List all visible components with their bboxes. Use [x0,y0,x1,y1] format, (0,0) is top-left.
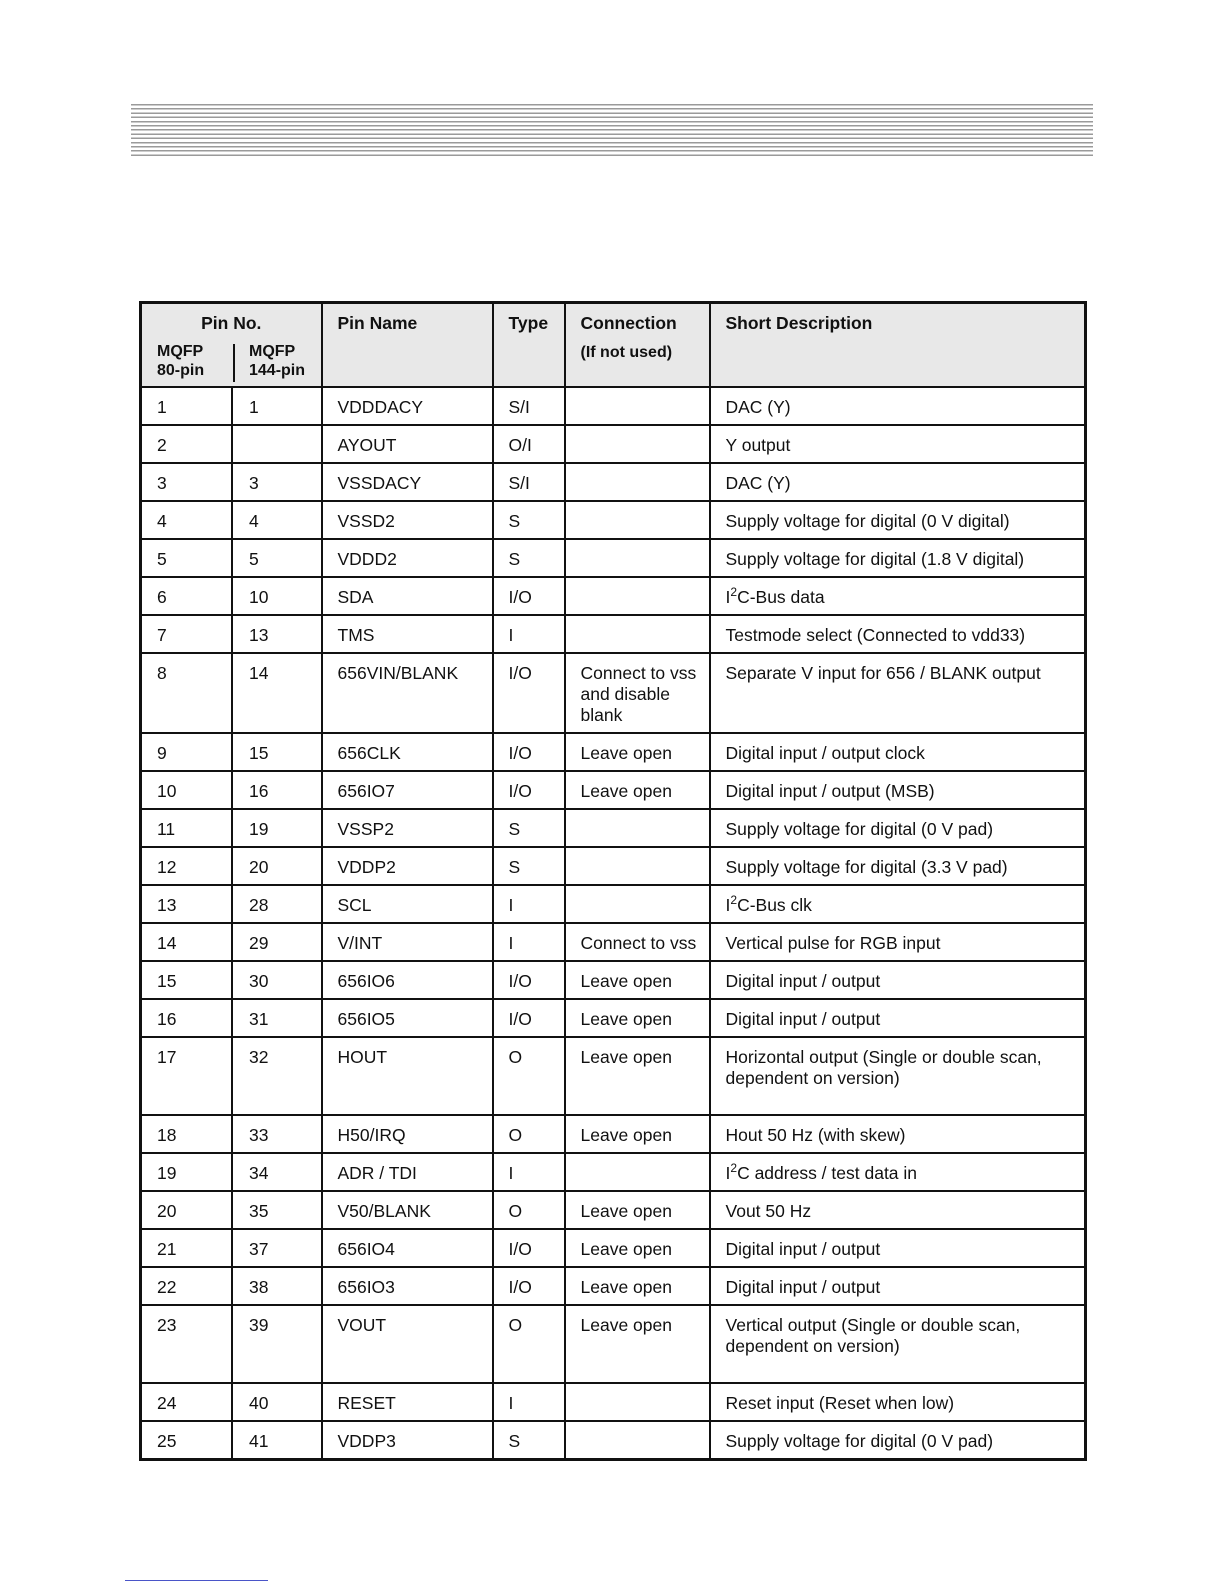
description-text: Vout 50 Hz [725,1201,812,1221]
pin-name-cell: VSSD2 [322,501,493,539]
connection-cell: Leave open [565,771,710,809]
pin-name-cell: VDDDACY [322,387,493,425]
table-row [141,999,1086,1037]
connection-cell: Leave open [565,961,710,999]
connection-cell: Connect to vss and disable blank [565,653,710,733]
description-text: Digital input / output (MSB) [725,781,935,801]
pin-no-cell [141,653,322,733]
pin-name-cell: HOUT [322,1037,493,1115]
pin-no-cell [141,1305,322,1383]
description-text: Supply voltage for digital (0 V pad) [725,1431,994,1451]
description-cell [710,425,1086,463]
pin-no-cell [141,615,322,653]
description-superscript: 2 [730,893,738,908]
pin-divider [231,923,233,961]
description-cell [710,539,1086,577]
pin-divider [231,847,233,885]
pin-144: 15 [249,743,269,763]
pin-no-cell [141,771,322,809]
table-row [141,771,1086,809]
pin-no-cell [141,387,322,425]
pin-name-cell: ADR / TDI [322,1153,493,1191]
pin-name-cell: H50/IRQ [322,1115,493,1153]
description-text: C address / test data in [737,1163,918,1183]
pin-no-cell [141,733,322,771]
pin-no-cell [141,923,322,961]
description-text: Supply voltage for digital (3.3 V pad) [725,857,1008,877]
connection-cell [565,501,710,539]
description-text: Hout 50 Hz (with skew) [725,1125,906,1145]
description-cell [710,463,1086,501]
pin-80: 16 [157,1009,177,1029]
connection-title: Connection [580,313,677,333]
table-row [141,1267,1086,1305]
pin-no-cell [141,463,322,501]
pin-144: 39 [249,1315,269,1335]
description-cell [710,999,1086,1037]
pin-no-cell [141,809,322,847]
pin-144: 13 [249,625,269,645]
mqfp144-header: MQFP 144-pin [249,343,306,379]
pin-no-cell [141,961,322,999]
table-row [141,847,1086,885]
table-row [141,387,1086,425]
description-text: Supply voltage for digital (0 V pad) [725,819,994,839]
pin-144: 5 [249,549,259,569]
table-row [141,1115,1086,1153]
pin-80: 18 [157,1125,177,1145]
pin-80: 13 [157,895,177,915]
connection-cell: Leave open [565,1037,710,1115]
connection-cell [565,425,710,463]
table-row [141,463,1086,501]
pin-144: 1 [249,397,259,417]
pin-80: 24 [157,1393,177,1413]
description-cell [710,1153,1086,1191]
pin-80: 6 [157,587,167,607]
pin-name-cell: 656VIN/BLANK [322,653,493,733]
pin-144: 30 [249,971,269,991]
table-row [141,1037,1086,1115]
description-cell [710,1421,1086,1459]
pin-divider [231,1229,233,1267]
pin-144: 28 [249,895,269,915]
pin-divider [231,1153,233,1191]
pin-144: 16 [249,781,269,801]
connection-cell [565,1153,710,1191]
pin-divider [231,463,233,501]
pin-no-divider [233,344,235,382]
pin-80: 22 [157,1277,177,1297]
connection-cell: Leave open [565,1115,710,1153]
type-cell: S/I [493,463,565,501]
pin-divider [231,539,233,577]
type-cell: I/O [493,1229,565,1267]
description-cell [710,961,1086,999]
pin-name-cell: VOUT [322,1305,493,1383]
pin-name-cell: V/INT [322,923,493,961]
pin-no-cell [141,847,322,885]
pin-144: 3 [249,473,259,493]
pin-80: 3 [157,473,167,493]
pin-divider [231,387,233,425]
table-header-row [141,303,1086,388]
pin-no-cell [141,1153,322,1191]
pin-no-cell [141,999,322,1037]
table-row [141,1383,1086,1421]
pin-name-cell: SCL [322,885,493,923]
table-row [141,653,1086,733]
description-cell [710,885,1086,923]
description-text: Testmode select (Connected to vdd33) [725,625,1026,645]
table-row [141,885,1086,923]
pin-144: 34 [249,1163,269,1183]
pin-divider [231,615,233,653]
description-text: Supply voltage for digital (1.8 V digital) [725,549,1025,569]
pin-divider [231,1383,233,1421]
pin-80: 14 [157,933,177,953]
header-rule-lines [131,104,1093,158]
type-cell: O/I [493,425,565,463]
description-cell [710,1115,1086,1153]
description-text: Digital input / output [725,1009,881,1029]
pin-name-cell: VDDP3 [322,1421,493,1459]
connection-cell: Leave open [565,1229,710,1267]
type-cell: I [493,885,565,923]
pin-no-cell [141,1229,322,1267]
pin-name-cell: VSSP2 [322,809,493,847]
table-row [141,425,1086,463]
pin-name-cell: 656IO3 [322,1267,493,1305]
pin-144: 33 [249,1125,269,1145]
description-cell [710,771,1086,809]
pin-80: 11 [157,819,176,839]
pin-144: 35 [249,1201,269,1221]
mqfp80-header: MQFP 80-pin [157,343,205,379]
connection-cell: Leave open [565,1267,710,1305]
type-cell: O [493,1305,565,1383]
pin-80: 4 [157,511,167,531]
pin-80: 25 [157,1431,177,1451]
pin-80: 5 [157,549,167,569]
pin-no-header [141,303,322,388]
pin-divider [231,1115,233,1153]
type-cell: I/O [493,961,565,999]
pin-80: 1 [157,397,167,417]
pin-no-cell [141,1037,322,1115]
pin-no-cell [141,1383,322,1421]
description-text: Supply voltage for digital (0 V digital) [725,511,1010,531]
pin-80: 17 [157,1047,177,1067]
type-cell: O [493,1115,565,1153]
description-cell [710,615,1086,653]
pin-name-cell: 656IO6 [322,961,493,999]
connection-cell: Leave open [565,999,710,1037]
description-cell [710,1383,1086,1421]
pin-no-cell [141,539,322,577]
pin-name-cell: AYOUT [322,425,493,463]
connection-cell [565,387,710,425]
pin-name-cell: 656IO4 [322,1229,493,1267]
table-row [141,733,1086,771]
pin-80: 19 [157,1163,177,1183]
pin-divider [231,1421,233,1459]
description-header: Short Description [710,303,1086,388]
description-text: Digital input / output [725,1277,881,1297]
table-row [141,923,1086,961]
table-row [141,1421,1086,1459]
pin-80: 15 [157,971,177,991]
type-cell: I/O [493,771,565,809]
pin-80: 2 [157,435,167,455]
pin-divider [231,733,233,771]
description-text: DAC (Y) [725,397,791,417]
type-cell: I [493,1383,565,1421]
description-text: Digital input / output clock [725,743,925,763]
connection-cell: Leave open [565,1191,710,1229]
bottom-link-underline [125,1580,268,1581]
description-cell [710,1305,1086,1383]
pin-divider [231,501,233,539]
description-text: Separate V input for 656 / BLANK output [725,663,1041,683]
description-prefix: I [725,895,731,915]
connection-cell [565,809,710,847]
connection-header [565,303,710,388]
pin-144: 10 [249,587,269,607]
connection-cell [565,615,710,653]
pin-80: 21 [157,1239,177,1259]
connection-cell: Connect to vss [565,923,710,961]
pin-no-cell [141,577,322,615]
description-text: Digital input / output [725,971,881,991]
pin-144: 38 [249,1277,269,1297]
type-cell: I [493,1153,565,1191]
connection-cell [565,539,710,577]
type-cell: I [493,923,565,961]
pin-80: 20 [157,1201,177,1221]
table-row [141,1191,1086,1229]
pin-144: 40 [249,1393,269,1413]
pin-no-cell [141,1191,322,1229]
description-text: Digital input / output [725,1239,881,1259]
table-row [141,961,1086,999]
pin-name-cell: V50/BLANK [322,1191,493,1229]
pin-name-cell: SDA [322,577,493,615]
description-cell [710,733,1086,771]
connection-cell: Leave open [565,1305,710,1383]
description-text: Vertical output (Single or double scan, dependent on version) [725,1315,1021,1356]
pin-divider [231,653,233,733]
pin-144: 4 [249,511,259,531]
description-prefix: I [725,587,731,607]
table-row [141,1153,1086,1191]
description-cell [710,577,1086,615]
pin-name-cell: 656CLK [322,733,493,771]
type-cell: S [493,847,565,885]
description-prefix: I [725,1163,731,1183]
type-cell: I/O [493,999,565,1037]
type-cell: I [493,615,565,653]
pin-divider [231,885,233,923]
description-cell [710,501,1086,539]
description-cell [710,923,1086,961]
type-cell: O [493,1037,565,1115]
pin-divider [231,1305,233,1383]
pin-no-cell [141,1421,322,1459]
connection-cell [565,577,710,615]
pin-no-cell [141,425,322,463]
type-cell: I/O [493,733,565,771]
description-cell [710,1191,1086,1229]
description-cell [710,1267,1086,1305]
pin-divider [231,577,233,615]
description-cell [710,847,1086,885]
type-cell: I/O [493,1267,565,1305]
connection-cell [565,885,710,923]
connection-cell [565,1383,710,1421]
description-cell [710,387,1086,425]
pin-name-header: Pin Name [322,303,493,388]
type-cell: O [493,1191,565,1229]
pin-divider [231,1267,233,1305]
description-text: DAC (Y) [725,473,791,493]
pin-name-cell: VDDP2 [322,847,493,885]
pin-144: 31 [249,1009,269,1029]
type-header: Type [493,303,565,388]
type-cell: S [493,501,565,539]
connection-cell [565,847,710,885]
description-cell [710,809,1086,847]
table-row [141,615,1086,653]
connection-subtitle: (If not used) [580,344,673,361]
table-row [141,1229,1086,1267]
pin-name-cell: 656IO5 [322,999,493,1037]
pin-divider [231,425,233,463]
connection-cell [565,463,710,501]
pin-no-title: Pin No. [201,313,262,333]
pin-divider [231,1037,233,1115]
description-cell [710,1229,1086,1267]
pin-divider [231,809,233,847]
pin-144: 14 [249,663,269,683]
description-cell [710,1037,1086,1115]
table-row [141,577,1086,615]
type-cell: S [493,539,565,577]
table-row [141,1305,1086,1383]
type-cell: S [493,809,565,847]
pin-name-cell: 656IO7 [322,771,493,809]
pin-144: 20 [249,857,269,877]
pin-80: 9 [157,743,167,763]
pin-80: 8 [157,663,167,683]
pin-divider [231,1191,233,1229]
connection-cell: Leave open [565,733,710,771]
pin-name-cell: VSSDACY [322,463,493,501]
pin-divider [231,771,233,809]
description-superscript: 2 [730,1161,738,1176]
description-text: C-Bus data [737,587,825,607]
pin-80: 23 [157,1315,177,1335]
pin-no-cell [141,501,322,539]
pin-144: 19 [249,819,269,839]
description-cell [710,653,1086,733]
pin-table [139,301,1087,1461]
type-cell: I/O [493,577,565,615]
pin-144: 29 [249,933,269,953]
table-row [141,539,1086,577]
type-cell: S/I [493,387,565,425]
pin-name-cell: RESET [322,1383,493,1421]
pin-144: 32 [249,1047,269,1067]
pin-no-cell [141,1115,322,1153]
pin-144: 41 [249,1431,269,1451]
pin-name-cell: TMS [322,615,493,653]
pin-80: 12 [157,857,177,877]
description-text: Y output [725,435,791,455]
pin-divider [231,961,233,999]
type-cell: I/O [493,653,565,733]
pin-no-cell [141,1267,322,1305]
pin-divider [231,999,233,1037]
pin-name-cell: VDDD2 [322,539,493,577]
table-row [141,809,1086,847]
connection-cell [565,1421,710,1459]
description-text: Horizontal output (Single or double scan, dependent on version) [725,1047,1042,1088]
description-text: Vertical pulse for RGB input [725,933,941,953]
pin-144: 37 [249,1239,269,1259]
description-text: C-Bus clk [737,895,812,915]
type-cell: S [493,1421,565,1459]
description-superscript: 2 [730,585,738,600]
description-text: Reset input (Reset when low) [725,1393,955,1413]
table-row [141,501,1086,539]
pin-80: 7 [157,625,167,645]
pin-80: 10 [157,781,177,801]
pin-no-cell [141,885,322,923]
